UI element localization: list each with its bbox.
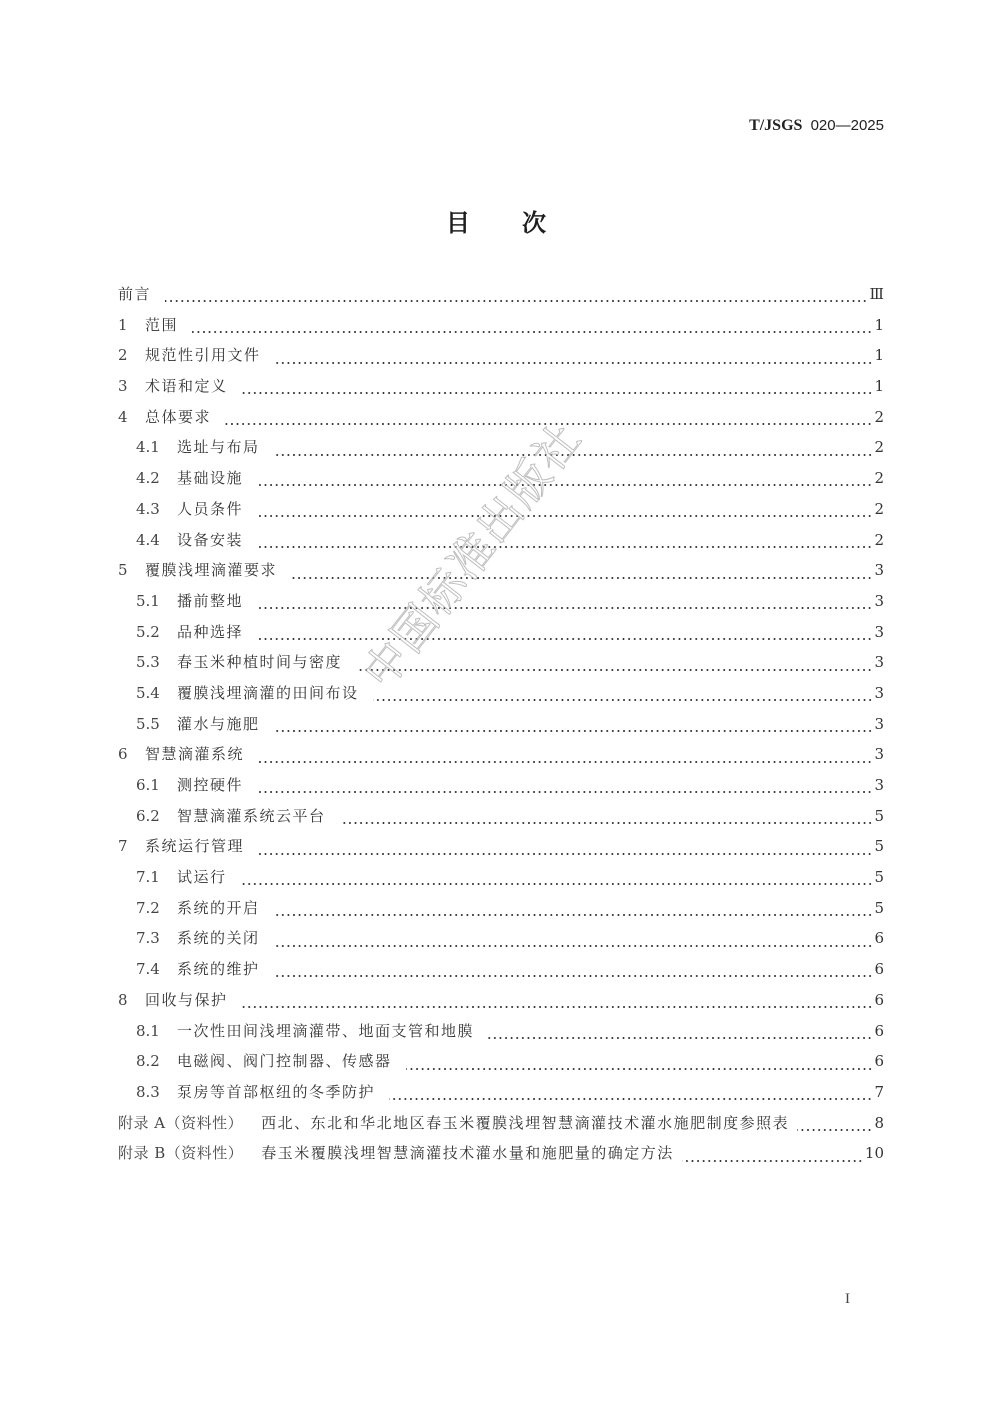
toc-entry[interactable]	[118, 436, 884, 467]
toc-entry-title: 播前整地	[177, 591, 244, 610]
toc-entry-page: 3	[874, 714, 884, 733]
toc-entry-number: 8.2	[136, 1052, 160, 1071]
toc-entry-title: 系统的关闭	[177, 929, 260, 948]
toc-entry-number: 5.5	[136, 714, 160, 733]
dot-leader	[257, 791, 872, 793]
toc-entry-page: 2	[874, 499, 884, 518]
toc-entry-title: 春玉米种植时间与密度	[177, 653, 343, 672]
toc-entry[interactable]	[118, 897, 884, 928]
toc-entry-page: 5	[874, 898, 884, 917]
toc-entry-title: 人员条件	[177, 499, 244, 518]
dot-leader	[225, 423, 872, 425]
dot-leader	[682, 1160, 863, 1162]
toc-entry-page: 7	[874, 1082, 884, 1101]
toc-entry-number: 4.4	[136, 530, 160, 549]
toc-entry-number: 5.3	[136, 653, 160, 672]
toc-entry-page: 2	[874, 438, 884, 457]
toc-entry[interactable]	[118, 406, 884, 437]
standard-code	[749, 117, 884, 135]
watermark: 中国标准出版社	[353, 413, 593, 699]
toc-entry-number: 8.1	[136, 1021, 160, 1040]
toc-entry[interactable]	[118, 805, 884, 836]
dot-leader	[257, 484, 872, 486]
toc-entry-page: 10	[864, 1144, 884, 1163]
dot-leader	[389, 1098, 872, 1100]
toc-entry[interactable]	[118, 1020, 884, 1051]
dot-leader	[257, 607, 872, 609]
dot-leader	[258, 761, 872, 763]
toc-entry-page: Ⅲ	[869, 285, 884, 303]
toc-entry-page: 1	[874, 377, 884, 396]
toc-entry-title: 总体要求	[145, 407, 212, 426]
toc-entry-page: 5	[874, 868, 884, 887]
toc-entry-number: 7	[118, 837, 128, 856]
toc-entry-number: 4	[118, 407, 128, 426]
toc-entry-number: 5.1	[136, 591, 160, 610]
title-char-2: 次	[522, 209, 546, 237]
standard-prefix: T/JSGS	[749, 117, 803, 134]
dot-leader	[797, 1129, 872, 1131]
toc-entry-number: 7.3	[136, 929, 160, 948]
toc-entry-page: 6	[874, 960, 884, 979]
toc-entry-title: 灌水与施肥	[177, 714, 260, 733]
dot-leader	[406, 1068, 873, 1070]
toc-entry-title: 覆膜浅埋滴灌要求	[145, 561, 278, 580]
dot-leader	[291, 577, 872, 579]
toc-entry-page: 2	[874, 530, 884, 549]
toc-entry-number: 4.1	[136, 438, 160, 457]
toc-entry[interactable]	[118, 283, 884, 314]
toc-entry-number: 5.2	[136, 622, 160, 641]
toc-entry-title: 智慧滴灌系统云平台	[177, 806, 326, 825]
toc-entry-title: 系统的开启	[177, 898, 260, 917]
toc-entry-page: 3	[874, 776, 884, 794]
toc-entry-page: 3	[874, 591, 884, 610]
toc-entry-page: 3	[874, 683, 884, 702]
toc-entry-page: 3	[874, 745, 884, 764]
toc-entry-title: 测控硬件	[177, 776, 244, 794]
toc-entry-title: 术语和定义	[145, 377, 228, 396]
toc-entry[interactable]	[118, 590, 884, 621]
toc-entry-title: 西北、东北和华北地区春玉米覆膜浅埋智慧滴灌技术灌水施肥制度参照表	[261, 1113, 790, 1132]
toc-entry-title: 规范性引用文件	[145, 346, 261, 365]
toc-entry[interactable]	[118, 989, 884, 1020]
toc-entry[interactable]	[118, 682, 884, 713]
toc-entry[interactable]	[118, 344, 884, 375]
dot-leader	[274, 454, 873, 456]
dot-leader	[241, 883, 873, 885]
toc-entry-number: 附录 A（资料性）	[118, 1113, 244, 1132]
dot-leader	[488, 1037, 872, 1039]
toc-entry-page: 6	[874, 1021, 884, 1040]
dot-leader	[274, 945, 873, 947]
toc-entry[interactable]	[118, 467, 884, 498]
dot-leader	[257, 638, 872, 640]
toc-entry[interactable]	[118, 529, 884, 560]
toc-entry[interactable]	[118, 835, 884, 866]
toc-entry-title: 泵房等首部枢纽的冬季防护	[177, 1082, 376, 1101]
dot-leader	[242, 1006, 873, 1008]
toc-entry-number: 6.1	[136, 776, 160, 794]
toc-entry-number: 5.4	[136, 683, 160, 702]
dot-leader	[165, 300, 868, 302]
toc-entry-number: 4.3	[136, 499, 160, 518]
toc-entry-number: 7.4	[136, 960, 160, 979]
toc-entry-page: 1	[874, 315, 884, 334]
dot-leader	[192, 331, 872, 333]
dot-leader	[274, 975, 873, 977]
toc-entry-number: 8.3	[136, 1082, 160, 1101]
toc-entry-number: 附录 B（资料性）	[118, 1144, 244, 1163]
toc-entry-title: 品种选择	[177, 622, 244, 641]
toc-entry-title: 范围	[145, 315, 179, 334]
toc-entry-page: 6	[874, 1052, 884, 1071]
dot-leader	[274, 730, 873, 732]
toc-entry-title: 一次性田间浅埋滴灌带、地面支管和地膜	[177, 1021, 475, 1040]
toc-entry-page: 6	[874, 990, 884, 1009]
dot-leader	[257, 546, 872, 548]
toc-entry[interactable]	[118, 1112, 884, 1143]
dot-leader	[356, 669, 872, 671]
toc-entry-number: 1	[118, 315, 128, 334]
toc-entry-number: 3	[118, 377, 128, 396]
dot-leader	[373, 699, 873, 701]
toc-entry-number: 6.2	[136, 806, 160, 825]
toc-entry-page: 5	[874, 837, 884, 856]
title-char-1: 目	[446, 209, 470, 237]
toc-entry-number: 6	[118, 745, 128, 764]
toc-entry-page: 3	[874, 653, 884, 672]
toc-entry[interactable]	[118, 375, 884, 406]
toc-entry[interactable]	[118, 866, 884, 897]
toc-entry[interactable]	[118, 1081, 884, 1112]
page-title	[0, 203, 992, 238]
toc-entry-number: 2	[118, 346, 128, 365]
dot-leader	[257, 515, 872, 517]
dot-leader	[274, 914, 873, 916]
toc-entry-title: 系统运行管理	[145, 837, 245, 856]
toc-entry[interactable]	[118, 958, 884, 989]
toc-entry[interactable]	[118, 774, 884, 805]
toc-entry-title: 设备安装	[177, 530, 244, 549]
toc-entry-number: 8	[118, 990, 128, 1009]
dot-leader	[340, 822, 873, 824]
toc-entry[interactable]	[118, 559, 884, 590]
toc-entry-number: 5	[118, 561, 128, 580]
dot-leader	[242, 392, 873, 394]
toc-entry-title: 试运行	[177, 868, 227, 887]
dot-leader	[258, 853, 872, 855]
toc-entry[interactable]	[118, 314, 884, 345]
toc-entry-page: 1	[874, 346, 884, 365]
toc-entry-page: 5	[874, 806, 884, 825]
toc-entry-page: 8	[874, 1113, 884, 1132]
toc-entry-title: 选址与布局	[177, 438, 260, 457]
standard-number: 020—2025	[810, 117, 884, 134]
toc-entry[interactable]	[118, 1050, 884, 1081]
toc-entry-title: 覆膜浅埋滴灌的田间布设	[177, 683, 359, 702]
dot-leader	[275, 362, 873, 364]
toc-entry-page: 2	[874, 469, 884, 488]
toc-entry-page: 2	[874, 407, 884, 426]
toc-entry-title: 春玉米覆膜浅埋智慧滴灌技术灌水量和施肥量的确定方法	[261, 1144, 674, 1163]
toc-entry-number: 7.2	[136, 898, 160, 917]
toc-entry-page: 6	[874, 929, 884, 948]
toc-entry-title: 前言	[118, 285, 152, 303]
toc-entry[interactable]	[118, 621, 884, 652]
toc-entry-title: 系统的维护	[177, 960, 260, 979]
toc-entry-page: 3	[874, 622, 884, 641]
toc-entry[interactable]	[118, 651, 884, 682]
toc-entry[interactable]	[118, 1142, 884, 1173]
toc-entry-title: 智慧滴灌系统	[145, 745, 245, 764]
toc-entry[interactable]	[118, 743, 884, 774]
toc-entry[interactable]	[118, 713, 884, 744]
toc-entry-title: 回收与保护	[145, 990, 228, 1009]
page-number: I	[845, 1291, 850, 1307]
toc-entry-number: 4.2	[136, 469, 160, 488]
toc-entry-number: 7.1	[136, 868, 160, 887]
toc-entry-title: 基础设施	[177, 469, 244, 488]
toc-entry-page: 3	[874, 561, 884, 580]
table-of-contents	[118, 283, 884, 1173]
toc-entry-title: 电磁阀、阀门控制器、传感器	[177, 1052, 392, 1071]
toc-entry[interactable]	[118, 927, 884, 958]
toc-entry[interactable]	[118, 498, 884, 529]
